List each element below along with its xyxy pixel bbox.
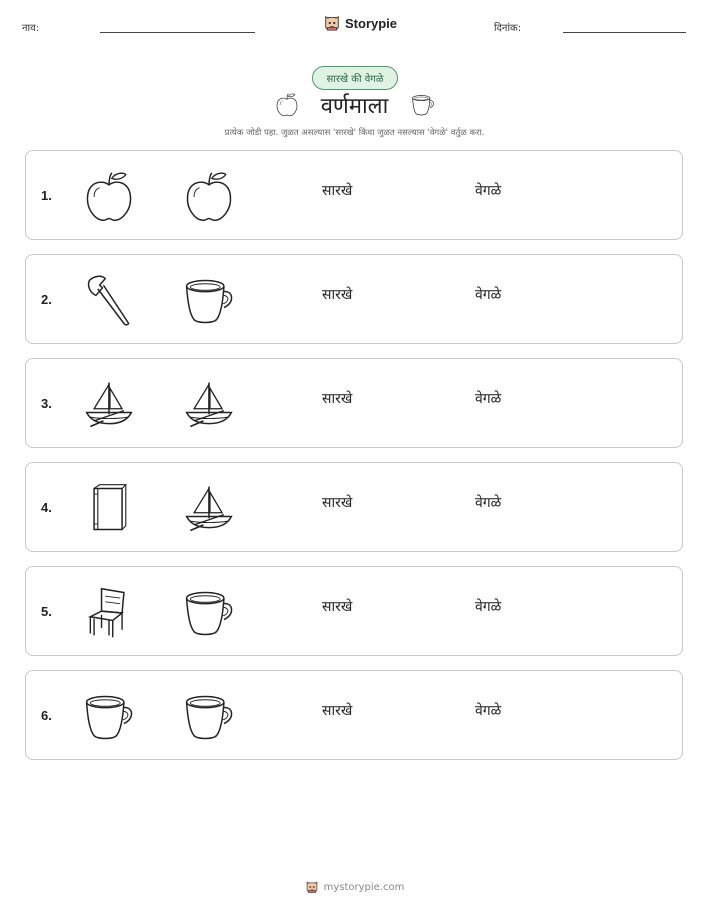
question-row: [25, 566, 683, 656]
question-number: 5.: [41, 604, 52, 619]
same-option[interactable]: सारखे: [322, 703, 353, 719]
different-option[interactable]: वेगळे: [475, 599, 502, 615]
apple-icon: [181, 169, 237, 225]
different-option[interactable]: वेगळे: [475, 287, 502, 303]
category-badge: सारखे की वेगळे: [312, 66, 398, 90]
question-row: [25, 462, 683, 552]
question-number: 4.: [41, 500, 52, 515]
name-label: नाव:: [22, 23, 40, 34]
different-option[interactable]: वेगळे: [475, 391, 502, 407]
same-option[interactable]: सारखे: [322, 495, 353, 511]
cup-icon: [81, 689, 137, 745]
book-icon: [81, 481, 137, 537]
question-row: [25, 670, 683, 760]
same-option[interactable]: सारखे: [322, 287, 353, 303]
cup-icon: [408, 92, 438, 118]
different-option[interactable]: वेगळे: [475, 183, 502, 199]
boat-icon: [181, 377, 237, 433]
question-row: [25, 254, 683, 344]
same-option[interactable]: सारखे: [322, 599, 353, 615]
footer-url[interactable]: mystorypie.com: [323, 881, 405, 893]
chair-icon: [81, 585, 137, 641]
name-line[interactable]: [100, 32, 255, 33]
same-option[interactable]: सारखे: [322, 391, 353, 407]
different-option[interactable]: वेगळे: [475, 703, 502, 719]
question-row: [25, 150, 683, 240]
brand-logo: [323, 14, 397, 32]
apple-icon: [81, 169, 137, 225]
question-number: 6.: [41, 708, 52, 723]
date-label: दिनांक:: [494, 23, 522, 34]
axe-icon: [81, 273, 137, 329]
footer: [0, 880, 709, 894]
question-row: [25, 358, 683, 448]
cup-icon: [181, 585, 237, 641]
page-title: वर्णमाला: [320, 94, 389, 119]
mascot-icon: [305, 880, 319, 894]
boat-icon: [81, 377, 137, 433]
boat-icon: [181, 481, 237, 537]
mascot-icon: [323, 14, 341, 32]
date-line[interactable]: [563, 32, 686, 33]
cup-icon: [181, 689, 237, 745]
brand-name: Storypie: [345, 15, 398, 31]
question-number: 2.: [41, 292, 52, 307]
question-number: 1.: [41, 188, 52, 203]
instructions: प्रत्येक जोडी पहा. जुळत असल्यास 'सारखे' किंवा जुळत नसल्यास 'वेगळे' वर्तुळ करा.: [224, 128, 485, 138]
same-option[interactable]: सारखे: [322, 183, 353, 199]
question-number: 3.: [41, 396, 52, 411]
different-option[interactable]: वेगळे: [475, 495, 502, 511]
cup-icon: [181, 273, 237, 329]
